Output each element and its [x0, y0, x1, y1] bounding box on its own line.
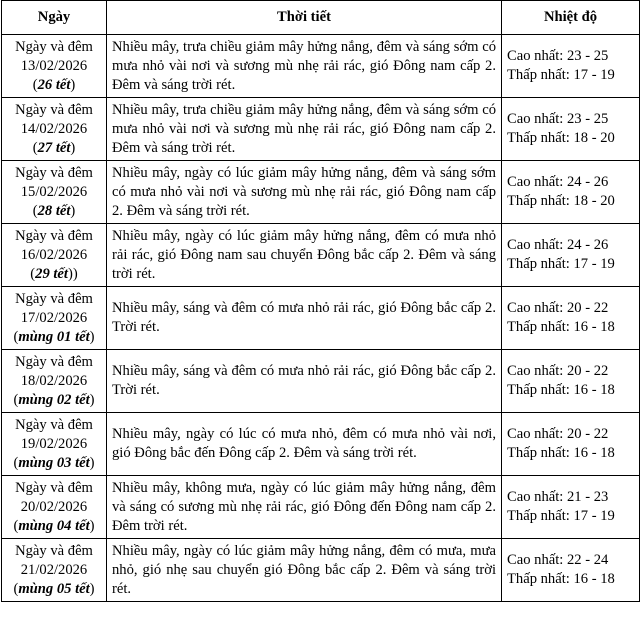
table-row	[2, 161, 640, 224]
tet-label	[4, 391, 104, 410]
tet-label	[4, 139, 104, 158]
weather-cell: Nhiều mây, trưa chiều giảm mây hửng nắng, đêm và sáng sớm có mưa nhỏ vài nơi và sương mù nhẹ rải rác, gió Đông nam cấp 2. Đêm và sáng trời rét.	[107, 98, 502, 161]
tet-label	[4, 328, 104, 347]
weather-cell: Nhiều mây, trưa chiều giảm mây hửng nắng, đêm và sáng sớm có mưa nhỏ vài nơi và sương mù nhẹ rải rác, gió Đông nam cấp 2. Đêm và sáng trời rét.	[107, 35, 502, 98]
temp-high: Cao nhất: 20 - 22	[507, 300, 609, 316]
weather-forecast-table	[1, 0, 640, 602]
table-row	[2, 35, 640, 98]
table-row	[2, 350, 640, 413]
tet-open: (	[32, 139, 38, 156]
temperature-cell	[502, 98, 640, 161]
tet-day: mùng 01 tết	[18, 328, 90, 345]
table-header-row	[2, 1, 640, 35]
day-cell	[2, 161, 107, 224]
tet-day: 27 tết	[37, 139, 71, 156]
temperature-cell	[502, 287, 640, 350]
table-row	[2, 476, 640, 539]
table-row	[2, 413, 640, 476]
day-date: 18/02/2026	[20, 372, 88, 389]
tet-day: mùng 05 tết	[18, 580, 90, 597]
tet-close: )	[89, 391, 95, 408]
tet-open: (	[13, 580, 19, 597]
tet-close: )	[70, 202, 76, 219]
temp-high: Cao nhất: 22 - 24	[507, 552, 609, 568]
temperature-cell	[502, 35, 640, 98]
tet-close: )	[89, 454, 95, 471]
temperature-cell	[502, 539, 640, 602]
day-cell	[2, 476, 107, 539]
tet-close: ))	[67, 265, 78, 282]
table-row	[2, 98, 640, 161]
tet-label	[4, 454, 104, 473]
tet-close: )	[89, 328, 95, 345]
temp-low: Thấp nhất: 16 - 18	[507, 382, 615, 398]
day-cell	[2, 350, 107, 413]
tet-label	[4, 202, 104, 221]
temp-high: Cao nhất: 21 - 23	[507, 489, 609, 505]
table-row	[2, 224, 640, 287]
tet-open: (	[13, 454, 19, 471]
weather-cell: Nhiều mây, ngày có lúc giảm mây hửng nắng, đêm có mưa, mưa nhỏ, gió nhẹ sau chuyển gió Đông bắc cấp 2. Đêm và sáng trời rét.	[107, 539, 502, 602]
tet-open: (	[13, 391, 19, 408]
day-date: 19/02/2026	[20, 435, 88, 452]
temp-low: Thấp nhất: 17 - 19	[507, 67, 615, 83]
tet-day: mùng 04 tết	[18, 517, 90, 534]
day-cell	[2, 224, 107, 287]
day-date: 13/02/2026	[20, 57, 88, 74]
tet-day: 26 tết	[37, 76, 71, 93]
temperature-cell	[502, 161, 640, 224]
temp-low: Thấp nhất: 16 - 18	[507, 445, 615, 461]
day-date: 15/02/2026	[20, 183, 88, 200]
temperature-cell	[502, 476, 640, 539]
day-date: 17/02/2026	[20, 309, 88, 326]
tet-open: (	[13, 328, 19, 345]
temp-high: Cao nhất: 24 - 26	[507, 237, 609, 253]
temp-high: Cao nhất: 20 - 22	[507, 363, 609, 379]
day-prefix: Ngày và đêm	[15, 290, 93, 307]
day-prefix: Ngày và đêm	[15, 227, 93, 244]
tet-label	[4, 580, 104, 599]
weather-cell: Nhiều mây, ngày có lúc giảm mây hửng nắng, đêm có mưa nhỏ rải rác, gió Đông nam sau chuyển Đông bắc cấp 2. Đêm và sáng trời rét.	[107, 224, 502, 287]
temperature-cell	[502, 413, 640, 476]
temp-low: Thấp nhất: 18 - 20	[507, 130, 615, 146]
temp-low: Thấp nhất: 17 - 19	[507, 508, 615, 524]
day-prefix: Ngày và đêm	[15, 416, 93, 433]
weather-cell: Nhiều mây, ngày có lúc giảm mây hửng nắng, đêm và sáng sớm có mưa nhỏ vài nơi và sương mù nhẹ rải rác, gió Đông nam cấp 2. Đêm và sáng trời rét.	[107, 161, 502, 224]
weather-cell: Nhiều mây, sáng và đêm có mưa nhỏ rải rác, gió Đông bắc cấp 2. Trời rét.	[107, 350, 502, 413]
day-date: 21/02/2026	[20, 561, 88, 578]
tet-day: mùng 03 tết	[18, 454, 90, 471]
temperature-cell	[502, 224, 640, 287]
temp-high: Cao nhất: 23 - 25	[507, 48, 609, 64]
table-row	[2, 287, 640, 350]
tet-close: )	[70, 139, 76, 156]
day-cell	[2, 35, 107, 98]
weather-cell: Nhiều mây, không mưa, ngày có lúc giảm mây hửng nắng, đêm và sáng có sương mù nhẹ rải rác, gió Đông đến Đông nam cấp 2. Đêm trời rét.	[107, 476, 502, 539]
day-cell	[2, 98, 107, 161]
day-prefix: Ngày và đêm	[15, 479, 93, 496]
temp-high: Cao nhất: 20 - 22	[507, 426, 609, 442]
tet-close: )	[89, 580, 95, 597]
day-prefix: Ngày và đêm	[15, 164, 93, 181]
tet-label	[4, 265, 104, 284]
day-date: 20/02/2026	[20, 498, 88, 515]
day-cell	[2, 413, 107, 476]
day-cell	[2, 287, 107, 350]
temp-low: Thấp nhất: 17 - 19	[507, 256, 615, 272]
table-body	[2, 35, 640, 602]
temp-high: Cao nhất: 23 - 25	[507, 111, 609, 127]
temp-low: Thấp nhất: 16 - 18	[507, 571, 615, 587]
temp-low: Thấp nhất: 16 - 18	[507, 319, 615, 335]
day-prefix: Ngày và đêm	[15, 542, 93, 559]
header-temperature: Nhiệt độ	[502, 1, 640, 35]
temperature-cell	[502, 350, 640, 413]
header-day: Ngày	[2, 1, 107, 35]
day-cell	[2, 539, 107, 602]
tet-day: 29 tết	[35, 265, 68, 282]
tet-day: 28 tết	[37, 202, 71, 219]
day-date: 16/02/2026	[20, 246, 88, 263]
day-date: 14/02/2026	[20, 120, 88, 137]
tet-open: (	[32, 202, 38, 219]
tet-close: )	[89, 517, 95, 534]
day-prefix: Ngày và đêm	[15, 353, 93, 370]
weather-cell: Nhiều mây, ngày có lúc có mưa nhỏ, đêm có mưa nhỏ vài nơi, gió Đông bắc đến Đông cấp 2. Đêm và sáng trời rét.	[107, 413, 502, 476]
tet-open: (	[13, 517, 19, 534]
temp-high: Cao nhất: 24 - 26	[507, 174, 609, 190]
temp-low: Thấp nhất: 18 - 20	[507, 193, 615, 209]
tet-open: (	[32, 76, 38, 93]
day-prefix: Ngày và đêm	[15, 101, 93, 118]
weather-cell: Nhiều mây, sáng và đêm có mưa nhỏ rải rác, gió Đông bắc cấp 2. Trời rét.	[107, 287, 502, 350]
day-prefix: Ngày và đêm	[15, 38, 93, 55]
tet-label	[4, 76, 104, 95]
tet-close: )	[70, 76, 76, 93]
tet-open: (	[30, 265, 36, 282]
tet-day: mùng 02 tết	[18, 391, 90, 408]
header-weather: Thời tiết	[107, 1, 502, 35]
tet-label	[4, 517, 104, 536]
table-row	[2, 539, 640, 602]
